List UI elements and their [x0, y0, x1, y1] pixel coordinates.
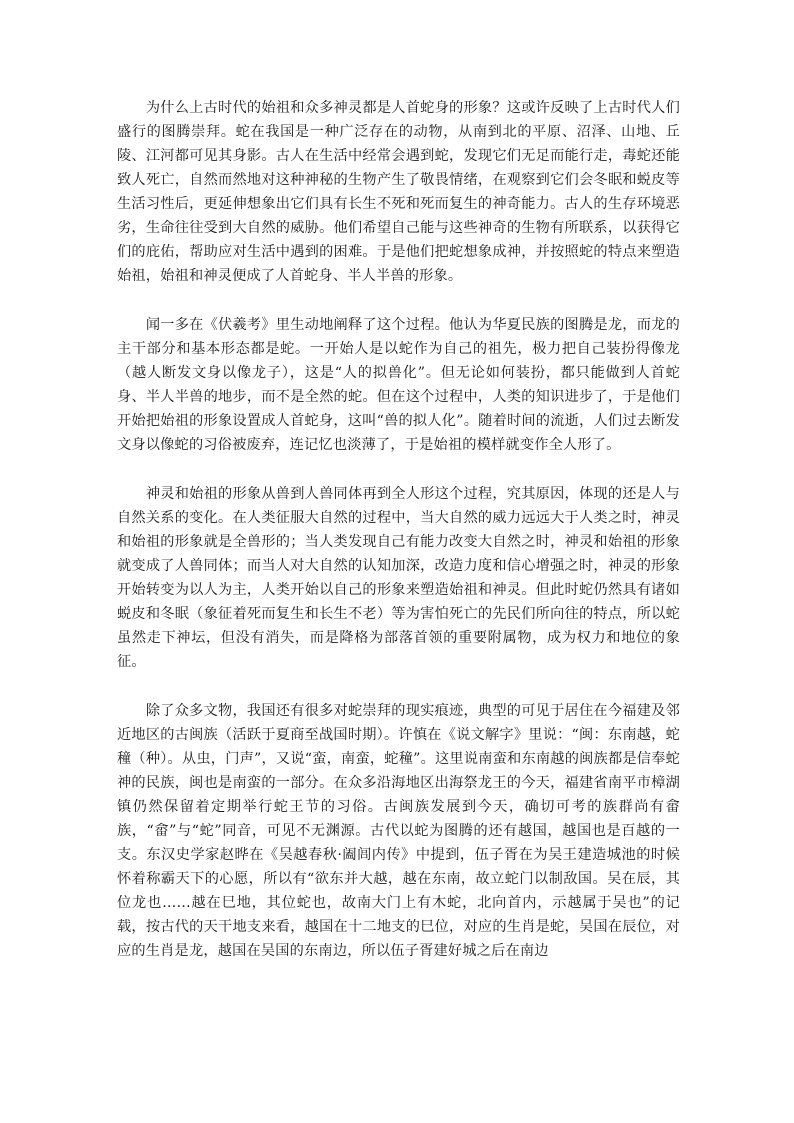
paragraph-4: 除了众多文物，我国还有很多对蛇崇拜的现实痕迹，典型的可见于居住在今福建及邻近地区的古闽族（活跃于夏商至战国时期）。许慎在《说文解字》里说：“闽：东南越，蛇穜（种）。从虫，门声”，又说“蛮，南蛮，蛇穜”。这里说南蛮和东南越的闽族都是信奉蛇神的民族，闽也是南蛮的一部分。在众多沿海地区出海祭龙王的今天，福建省南平市樟湖镇仍然保留着定期举行蛇王节的习俗。古闽族发展到今天，确切可考的族群尚有畲族，“畲”与“蛇”同音，可见不无渊源。古代以蛇为图腾的还有越国，越国也是百越的一支。东汉史学家赵晔在《吴越春秋·阖闾内传》中提到，伍子胥在为吴王建造城池的时候怀着称霸天下的心愿，所以有“欲东并大越，越在东南，故立蛇门以制敌国。吴在辰，其位龙也……越在巳地，其位蛇也，故南大门上有木蛇，北向首内，示越属于吴也”的记载，按古代的天干地支来看，越国在十二地支的巳位，对应的生肖是蛇，吴国在辰位，对应的生肖是龙，越国在吴国的东南边，所以伍子胥建好城之后在南边 — [117, 703, 680, 959]
paragraph-1: 为什么上古时代的始祖和众多神灵都是人首蛇身的形象？这或许反映了上古时代人们盛行的图腾崇拜。蛇在我国是一种广泛存在的动物，从南到北的平原、沼泽、山地、丘陵、江河都可见其身影。古人在生活中经常会遇到蛇，发现它们无足而能行走，毒蛇还能致人死亡，自然而然地对这种神秘的生物产生了敬畏情绪，在观察到它们会冬眠和蜕皮等生活习性后，更延伸想象出它们具有长生不死和死而复生的神奇能力。古人的生存环境恶劣，生命往往受到大自然的威胁。他们希望自己能与这些神奇的生物有所联系，以获得它们的庇佑，帮助应对生活中遇到的困难。于是他们把蛇想象成神，并按照蛇的特点来塑造始祖，始祖和神灵便成了人首蛇身、半人半兽的形象。 — [117, 100, 680, 284]
paragraph-3: 神灵和始祖的形象从兽到人兽同体再到全人形这个过程，究其原因，体现的还是人与自然关系的变化。在人类征服大自然的过程中，当大自然的威力远远大于人类之时，神灵和始祖的形象就是全兽形的；当人类发现自己有能力改变大自然之时，神灵和始祖的形象就变成了人兽同体；而当人对大自然的认知加深，改造力度和信心增强之时，神灵的形象开始转变为以人为主，人类开始以自己的形象来塑造始祖和神灵。但此时蛇仍然具有诸如蜕皮和冬眠（象征着死而复生和长生不老）等为害怕死亡的先民们所向往的特点，所以蛇虽然走下神坛，但没有消失，而是降格为部落首领的重要附属物，成为权力和地位的象征。 — [117, 486, 680, 670]
document-body — [117, 96, 680, 988]
paragraph-2: 闻一多在《伏羲考》里生动地阐释了这个过程。他认为华夏民族的图腾是龙，而龙的主干部分和基本形态都是蛇。一开始人是以蛇作为自己的祖先，极力把自己装扮得像龙（越人断发文身以像龙子），这是“人的拟兽化”。但无论如何装扮，都只能做到人首蛇身、半人半兽的地步，而不是全然的蛇。但在这个过程中，人类的知识进步了，于是他们开始把始祖的形象设置成人首蛇身，这叫“兽的拟人化”。随着时间的流逝，人们过去断发文身以像蛇的习俗被废弃，连记忆也淡薄了，于是始祖的模样就变作全人形了。 — [117, 317, 680, 453]
